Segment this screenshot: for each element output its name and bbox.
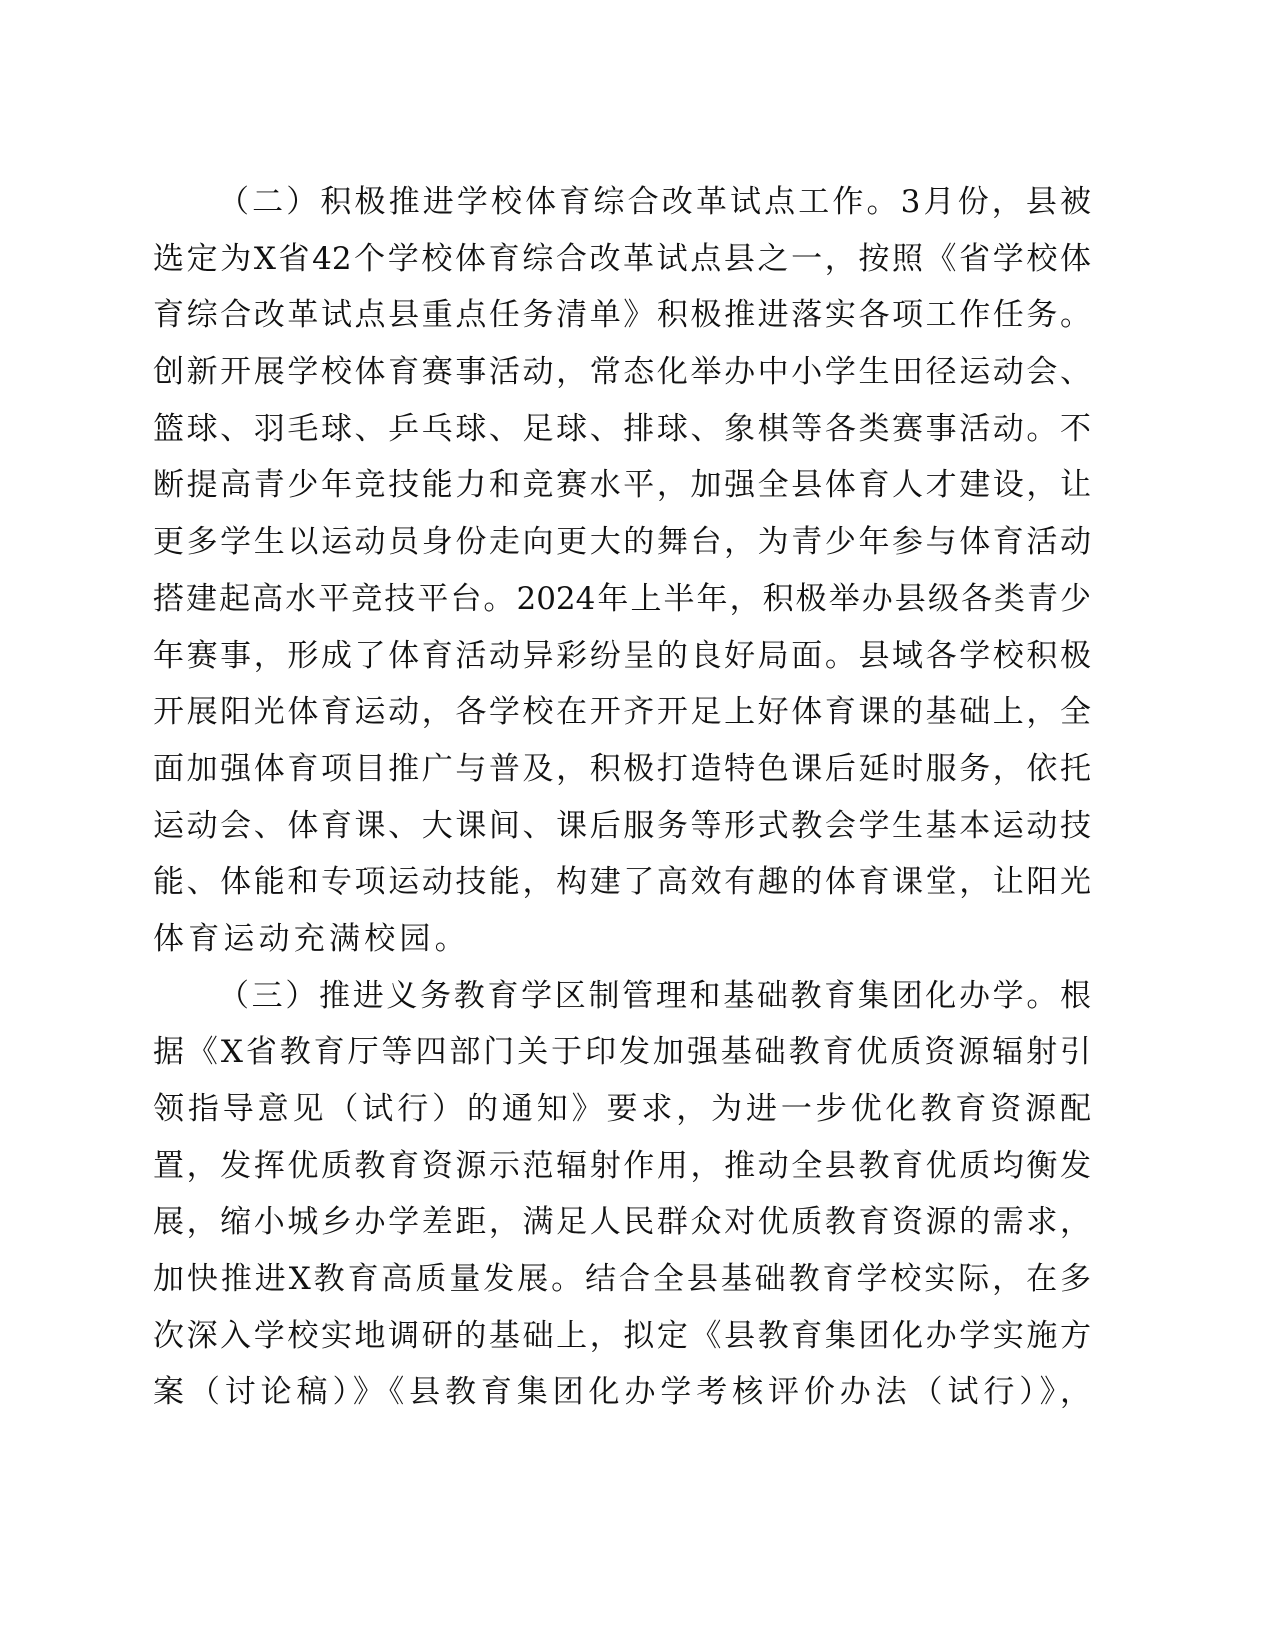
text-line: 面加强体育项目推广与普及，积极打造特色课后延时服务，依托 <box>153 750 1091 787</box>
text-line: 置，发挥优质教育资源示范辐射作用，推动全县教育优质均衡发 <box>153 1147 1091 1184</box>
text-line: 年赛事，形成了体育活动异彩纷呈的良好局面。县域各学校积极 <box>153 637 1091 674</box>
document-body <box>153 174 1091 1421</box>
text-line: 篮球、羽毛球、乒乓球、足球、排球、象棋等各类赛事活动。不 <box>153 410 1091 447</box>
text-line: 领指导意见（试行）的通知》要求，为进一步优化教育资源配 <box>153 1091 1091 1127</box>
text-line-last: 体育运动充满校园。 <box>153 920 470 957</box>
text-line: 断提高青少年竞技能力和竞赛水平，加强全县体育人才建设，让 <box>153 467 1091 504</box>
text-line: 展，缩小城乡办学差距，满足人民群众对优质教育资源的需求， <box>153 1204 1091 1241</box>
text-line: （三）推进义务教育学区制管理和基础教育集团化办学。根 <box>218 977 1091 1014</box>
text-line: 更多学生以运动员身份走向更大的舞台，为青少年参与体育活动 <box>153 524 1091 561</box>
text-line: （二）积极推进学校体育综合改革试点工作。3月份，县被 <box>218 184 1091 220</box>
text-line: 开展阳光体育运动，各学校在开齐开足上好体育课的基础上，全 <box>153 694 1091 731</box>
text-line: 加快推进X教育高质量发展。结合全县基础教育学校实际，在多 <box>153 1261 1091 1298</box>
text-line: 搭建起高水平竞技平台。2024年上半年，积极举办县级各类青少 <box>153 580 1091 617</box>
text-line: 选定为X省42个学校体育综合改革试点县之一，按照《省学校体 <box>153 240 1091 277</box>
text-line: 能、体能和专项运动技能，构建了高效有趣的体育课堂，让阳光 <box>153 864 1091 901</box>
text-line: 育综合改革试点县重点任务清单》积极推进落实各项工作任务。 <box>153 297 1091 334</box>
text-line: 次深入学校实地调研的基础上，拟定《县教育集团化办学实施方 <box>153 1317 1091 1354</box>
text-line: 案（讨论稿）》《县教育集团化办学考核评价办法（试行）》， <box>153 1374 1091 1411</box>
text-line: 据《X省教育厅等四部门关于印发加强基础教育优质资源辐射引 <box>153 1034 1091 1071</box>
paragraph-section-3 <box>153 968 1091 1422</box>
text-line: 运动会、体育课、大课间、课后服务等形式教会学生基本运动技 <box>153 807 1091 844</box>
paragraph-section-2 <box>153 174 1091 968</box>
text-line: 创新开展学校体育赛事活动，常态化举办中小学生田径运动会、 <box>153 354 1091 391</box>
